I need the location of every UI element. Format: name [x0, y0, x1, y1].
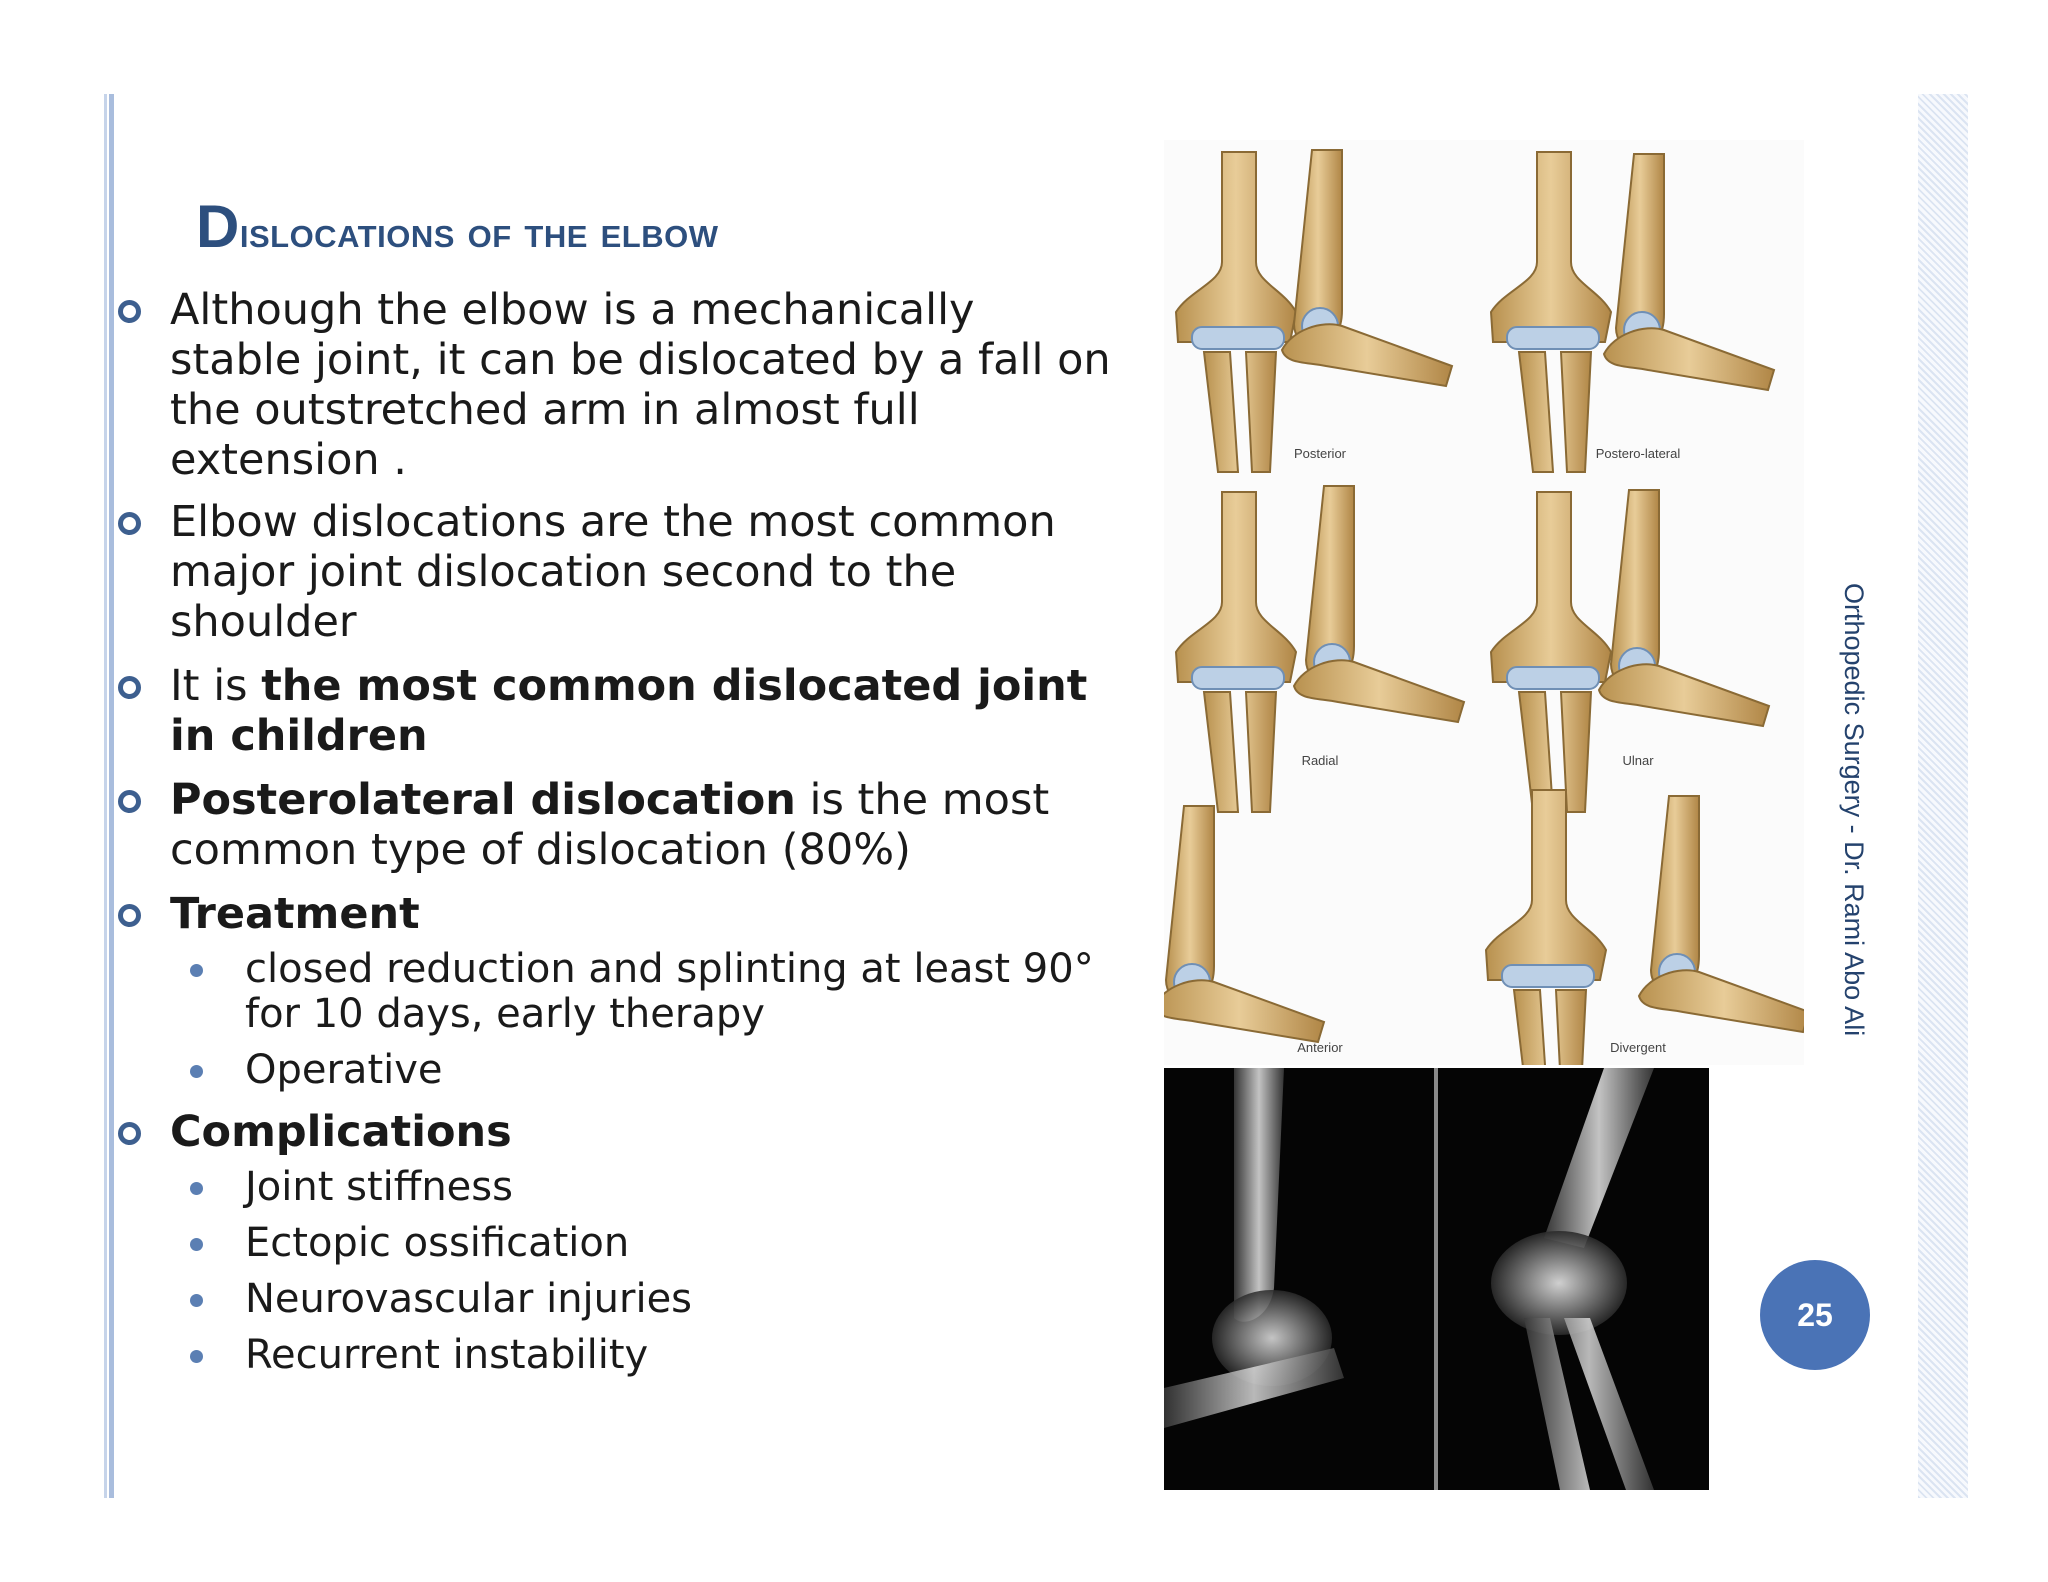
sub-bullet-item	[170, 1333, 1116, 1378]
sub-bullet-dot-icon	[190, 1294, 203, 1307]
figure-label-ulnar: Ulnar	[1622, 753, 1654, 768]
xray-joint-ap	[1491, 1231, 1627, 1335]
posterior-frontal-bone	[1176, 152, 1296, 472]
figure-label-divergent: Divergent	[1610, 1040, 1666, 1055]
sub-bullet-item	[170, 1277, 1116, 1322]
ulnar-lateral-bone	[1599, 490, 1769, 726]
vertical-footer-text: Orthopedic Surgery - Dr. Rami Abo Ali	[1839, 583, 1869, 1037]
bullet-item	[106, 285, 1116, 485]
dislocation-types-illustration	[1164, 140, 1804, 1065]
posterolateral-frontal-bone	[1491, 152, 1611, 472]
bullet-text: Elbow dislocations are the most common major joint dislocation second to the shoulder	[170, 497, 1056, 647]
radial-lateral-bone	[1294, 486, 1464, 722]
bullet-text-pre: It is	[170, 661, 262, 711]
right-decorative-band	[1888, 94, 1968, 1498]
anterior-lateral-bone	[1164, 806, 1324, 1042]
sub-bullet-dot-icon	[190, 1065, 203, 1078]
sub-bullet-item	[170, 947, 1116, 1037]
figure-label-postero-lateral: Postero-lateral	[1595, 446, 1681, 461]
sub-bullet-dot-icon	[190, 1182, 203, 1195]
ulnar-frontal-bone	[1491, 492, 1611, 812]
bullet-ring-icon	[118, 676, 141, 699]
bullet-ring-icon	[118, 1122, 141, 1145]
bullet-text-bold: the most common dislocated joint in children	[170, 661, 1088, 761]
sub-bullet-item	[170, 1221, 1116, 1266]
sub-bullet-dot-icon	[190, 964, 203, 977]
bullet-text-bold: Complications	[170, 1107, 512, 1157]
sub-bullet-text: closed reduction and splinting at least 90° for 10 days, early therapy	[245, 946, 1094, 1037]
bullet-ring-icon	[118, 790, 141, 813]
bullet-text: Although the elbow is a mechanically stable joint, it can be dislocated by a fall on the outstretched arm in almost full extension .	[170, 285, 1111, 485]
sub-bullet-item	[170, 1165, 1116, 1210]
bullet-list	[106, 285, 1116, 1392]
bullet-text-post: is the most common type of dislocation (80%)	[170, 775, 1050, 875]
bullet-item-complications	[106, 1107, 1116, 1378]
sub-bullet-dot-icon	[190, 1350, 203, 1363]
bullet-ring-icon	[118, 904, 141, 927]
treatment-sublist	[170, 947, 1116, 1093]
bullet-text-bold: Treatment	[170, 889, 420, 939]
bullet-ring-icon	[118, 512, 141, 535]
page-number-badge: 25	[1760, 1260, 1870, 1370]
sub-bullet-text: Recurrent instability	[245, 1332, 649, 1378]
divergent-frontal-bone	[1486, 790, 1606, 1065]
radial-frontal-bone	[1176, 492, 1296, 812]
title-rest: islocations of the elbow	[239, 208, 719, 257]
sub-bullet-dot-icon	[190, 1238, 203, 1251]
bullet-text-bold: Posterolateral dislocation	[170, 775, 796, 825]
figure-label-posterior: Posterior	[1293, 446, 1347, 461]
complications-sublist	[170, 1165, 1116, 1378]
sub-bullet-item	[170, 1048, 1116, 1093]
slide-title	[196, 192, 718, 261]
sub-bullet-text: Neurovascular injuries	[245, 1276, 693, 1322]
posterior-lateral-bone	[1282, 150, 1452, 386]
elbow-xray-image	[1164, 1068, 1709, 1490]
figure-label-radial: Radial	[1301, 753, 1339, 768]
bullet-item-treatment	[106, 889, 1116, 1093]
bullet-item	[106, 661, 1116, 761]
bullet-ring-icon	[118, 300, 141, 323]
bullet-item	[106, 497, 1116, 647]
sub-bullet-text: Operative	[245, 1047, 443, 1093]
divergent-lateral-bone	[1639, 796, 1804, 1032]
sub-bullet-text: Joint stiffness	[245, 1164, 513, 1210]
title-first-letter: D	[196, 193, 240, 260]
bullet-item	[106, 775, 1116, 875]
sub-bullet-text: Ectopic ossification	[245, 1220, 630, 1266]
figure-label-anterior: Anterior	[1297, 1040, 1343, 1055]
posterolateral-lateral-bone	[1604, 154, 1774, 390]
